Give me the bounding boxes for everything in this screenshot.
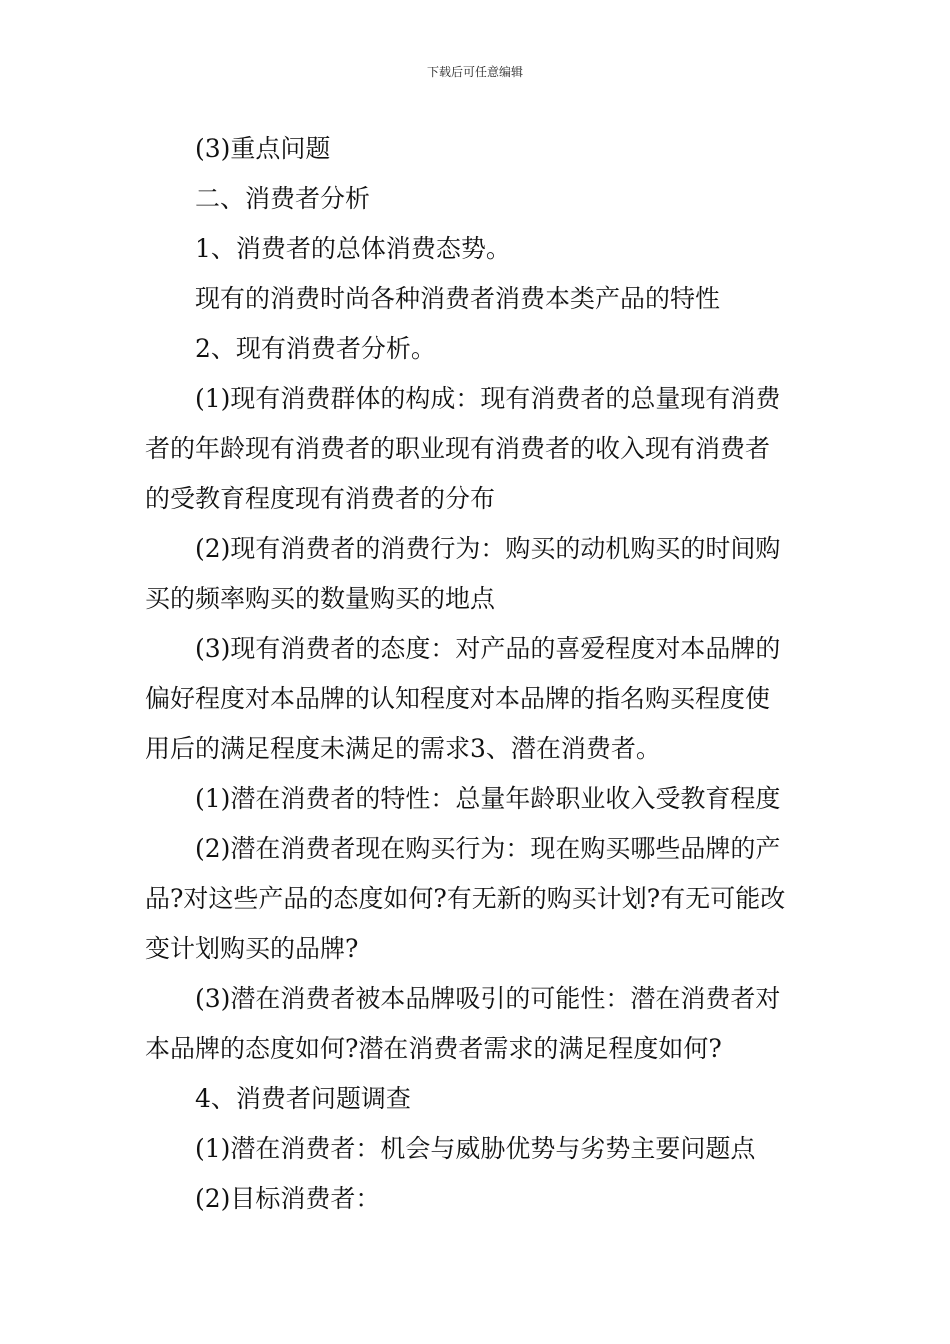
text-line: (3)现有消费者的态度：对产品的喜爱程度对本品牌的 [195, 634, 781, 663]
text-line: (2)潜在消费者现在购买行为：现在购买哪些品牌的产 [195, 834, 781, 863]
text-line: 品?对这些产品的态度如何?有无新的购买计划?有无可能改 [145, 884, 786, 913]
subsection-heading: 4、消费者问题调查 [195, 1084, 411, 1113]
text-line: (2)目标消费者： [195, 1184, 381, 1213]
text-line: (1)现有消费群体的构成：现有消费者的总量现有消费 [195, 384, 781, 413]
text-line: (1)潜在消费者：机会与威胁优势与劣势主要问题点 [195, 1134, 756, 1163]
text-line: (3)潜在消费者被本品牌吸引的可能性：潜在消费者对 [195, 984, 781, 1013]
text-line: 变计划购买的品牌? [145, 934, 359, 963]
text-line: 现有的消费时尚各种消费者消费本类产品的特性 [195, 284, 721, 313]
text-line: (1)潜在消费者的特性：总量年龄职业收入受教育程度 [195, 784, 781, 813]
text-line: 买的频率购买的数量购买的地点 [145, 584, 496, 613]
text-line: 偏好程度对本品牌的认知程度对本品牌的指名购买程度使 [145, 684, 771, 713]
document-body [145, 124, 810, 1224]
text-line: (2)现有消费者的消费行为：购买的动机购买的时间购 [195, 534, 781, 563]
text-line: 的受教育程度现有消费者的分布 [145, 484, 496, 513]
text-line: 本品牌的态度如何?潜在消费者需求的满足程度如何? [145, 1034, 722, 1063]
subsection-heading: 1、消费者的总体消费态势。 [195, 234, 511, 263]
section-heading: 二、消费者分析 [195, 184, 371, 213]
subsection-heading: 2、现有消费者分析。 [195, 334, 436, 363]
text-line: 用后的满足程度未满足的需求3、潜在消费者。 [145, 734, 661, 763]
page-header-note: 下载后可任意编辑 [426, 65, 523, 79]
text-line: (3)重点问题 [195, 134, 331, 163]
text-line: 者的年龄现有消费者的职业现有消费者的收入现有消费者 [145, 434, 771, 463]
